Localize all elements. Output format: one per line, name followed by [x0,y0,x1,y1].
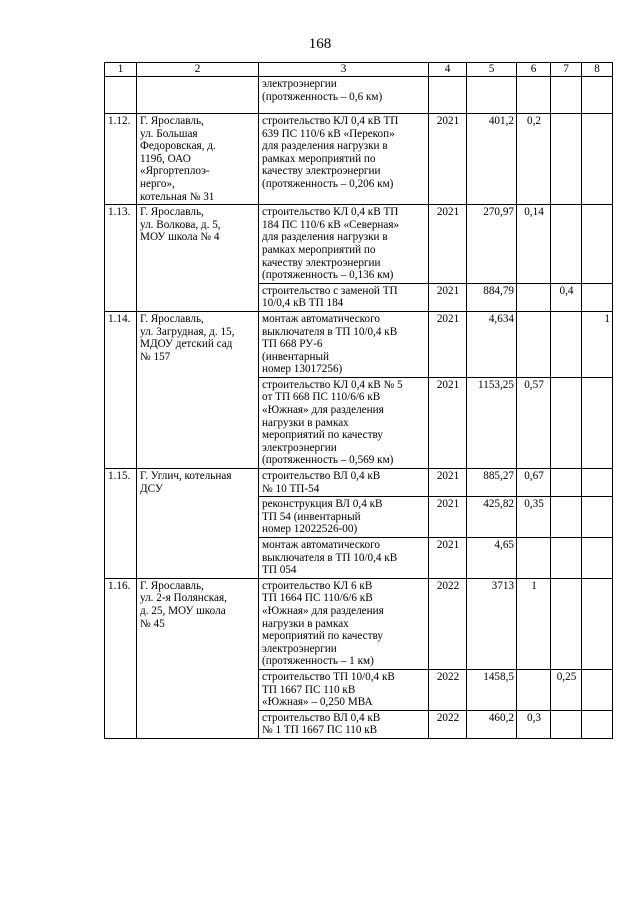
cell-place: Г. Углич, котельная ДСУ [137,469,259,579]
cell-col7 [551,205,582,284]
cell-sum: 3713 [467,578,517,669]
header-row [105,63,613,77]
cell-year: 2021 [429,538,467,579]
cell-year: 2021 [429,283,467,311]
cell-sum: 4,65 [467,538,517,579]
cell-col8 [582,114,613,205]
cell-col7 [551,538,582,579]
cell-col6 [517,669,551,710]
cell-col8 [582,283,613,311]
cell-place [137,77,259,114]
cell-work: строительство с заменой ТП 10/0,4 кВ ТП 184 [259,283,429,311]
column-header: 6 [517,63,551,77]
cell-year: 2021 [429,497,467,538]
cell-year: 2022 [429,710,467,738]
cell-year: 2021 [429,377,467,468]
cell-no: 1.13. [105,205,137,312]
cell-col7 [551,710,582,738]
cell-col8 [582,469,613,497]
cell-work: электроэнергии (протяженность – 0,6 км) [259,77,429,114]
column-header: 5 [467,63,517,77]
cell-col7 [551,114,582,205]
cell-col8 [582,710,613,738]
cell-col6: 0,57 [517,377,551,468]
cell-work: строительство ТП 10/0,4 кВ ТП 1667 ПС 110 кВ «Южная» – 0,250 МВА [259,669,429,710]
table-row [105,578,613,669]
column-header: 8 [582,63,613,77]
cell-col7 [551,578,582,669]
cell-year: 2021 [429,205,467,284]
cell-work: монтаж автоматического выключателя в ТП 10/0,4 кВ ТП 668 РУ-6 (инвентарный номер 13017256) [259,311,429,377]
cell-col6: 0,67 [517,469,551,497]
cell-no: 1.12. [105,114,137,205]
cell-col8 [582,497,613,538]
cell-sum: 425,82 [467,497,517,538]
cell-col7 [551,469,582,497]
cell-col6: 0,14 [517,205,551,284]
cell-col8 [582,538,613,579]
cell-place: Г. Ярославль, ул. Загрудная, д. 15, МДОУ детский сад № 157 [137,311,259,468]
cell-year: 2021 [429,469,467,497]
cell-col8 [582,205,613,284]
cell-no: 1.14. [105,311,137,468]
cell-sum: 270,97 [467,205,517,284]
cell-no: 1.15. [105,469,137,579]
cell-col6: 0,2 [517,114,551,205]
column-header: 4 [429,63,467,77]
column-header: 1 [105,63,137,77]
cell-col8 [582,578,613,669]
cell-work: строительство ВЛ 0,4 кВ № 10 ТП-54 [259,469,429,497]
cell-col6: 0,35 [517,497,551,538]
column-header: 3 [259,63,429,77]
cell-col8 [582,377,613,468]
page-number: 168 [308,36,332,52]
cell-col8: 1 [582,311,613,377]
cell-sum: 460,2 [467,710,517,738]
cell-year: 2022 [429,669,467,710]
cell-sum: 884,79 [467,283,517,311]
cell-place: Г. Ярославль, ул. Большая Федоровская, д. 119б, ОАО «Яргортеплоэ- нерго», котельная № 31 [137,114,259,205]
column-header: 2 [137,63,259,77]
cell-col6: 0,3 [517,710,551,738]
cell-no [105,77,137,114]
cell-no: 1.16. [105,578,137,738]
cell-place: Г. Ярославль, ул. 2-я Полянская, д. 25, МОУ школа № 45 [137,578,259,738]
table-row [105,469,613,497]
cell-col7: 0,4 [551,283,582,311]
cell-year: 2021 [429,311,467,377]
cell-sum: 401,2 [467,114,517,205]
cell-col7 [551,377,582,468]
cell-col7: 0,25 [551,669,582,710]
cell-sum: 1153,25 [467,377,517,468]
cell-work: строительство КЛ 0,4 кВ ТП 184 ПС 110/6 кВ «Северная» для разделения нагрузки в рамках мероприятий по качеству электроэнергии (протяженность – 0,136 км) [259,205,429,284]
cell-sum: 1458,5 [467,669,517,710]
column-header: 7 [551,63,582,77]
cell-col7 [551,311,582,377]
cell-work: монтаж автоматического выключателя в ТП 10/0,4 кВ ТП 054 [259,538,429,579]
cell-place: Г. Ярославль, ул. Волкова, д. 5, МОУ школа № 4 [137,205,259,312]
cell-work: строительство КЛ 0,4 кВ № 5 от ТП 668 ПС 110/6/6 кВ «Южная» для разделения нагрузки в рамках мероприятий по качеству электроэнергии (протяженность – 0,569 км) [259,377,429,468]
cell-year: 2021 [429,114,467,205]
cell-col7 [551,497,582,538]
table-row [105,114,613,205]
cell-year: 2022 [429,578,467,669]
cell-work: реконструкция ВЛ 0,4 кВ ТП 54 (инвентарный номер 12022526-00) [259,497,429,538]
cell-work: строительство КЛ 6 кВ ТП 1664 ПС 110/6/6 кВ «Южная» для разделения нагрузки в рамках мероприятий по качеству электроэнергии (протяженность – 1 км) [259,578,429,669]
investment-table [104,62,613,739]
cell-work: строительство КЛ 0,4 кВ ТП 639 ПС 110/6 кВ «Перекоп» для разделения нагрузки в рамках мероприятий по качеству электроэнергии (протяженность – 0,206 км) [259,114,429,205]
cell-sum: 885,27 [467,469,517,497]
cell-col6 [517,538,551,579]
table-row [105,205,613,284]
cell-col8 [582,669,613,710]
cell-col6: 1 [517,578,551,669]
table-row [105,311,613,377]
cell-col6 [517,283,551,311]
table-row [105,77,613,114]
cell-sum: 4,634 [467,311,517,377]
cell-col6 [517,311,551,377]
cell-work: строительство ВЛ 0,4 кВ № 1 ТП 1667 ПС 110 кВ [259,710,429,738]
